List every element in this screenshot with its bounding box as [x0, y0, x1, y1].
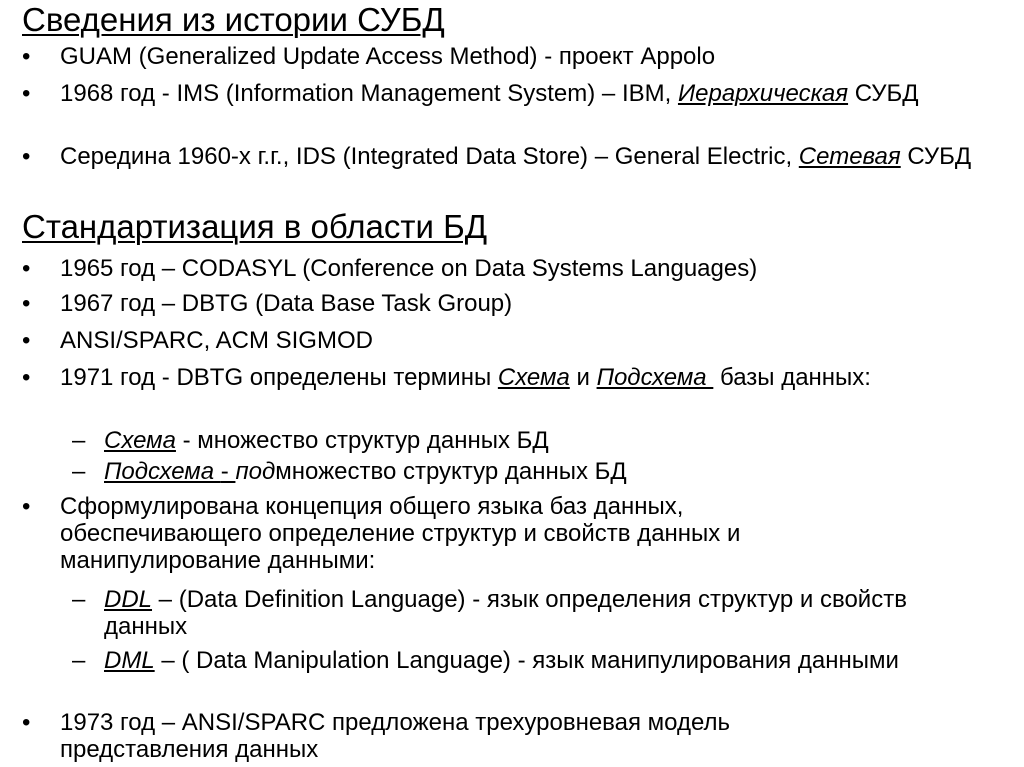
dash-marker: – [72, 586, 86, 613]
dash-marker: – [72, 647, 86, 674]
bullet-marker: • [22, 327, 31, 354]
standards-heading: Стандартизация в области БД [22, 208, 488, 245]
ddl-definition: – (Data Definition Language) - язык определения структур и свойств данных [104, 586, 907, 640]
standard-item-codasyl: 1965 год – CODASYL (Conference on Data Systems Languages) [60, 255, 758, 282]
term-network: Сетевая [798, 143, 901, 170]
ims-text: 1968 год - IMS (Information Management System) – IBM, [60, 80, 678, 107]
subschema-prefix: под [235, 458, 276, 485]
term-subschema-def: Подсхема [104, 458, 221, 485]
term-schema-def: Схема [104, 427, 176, 454]
sub-item-subschema [104, 458, 1014, 485]
bullet-marker: • [22, 143, 31, 170]
dml-definition: – ( Data Manipulation Language) - язык манипулирования данными [154, 647, 899, 674]
term-schema: Схема [497, 364, 570, 391]
dbtg-1971-suffix: базы данных: [713, 364, 871, 391]
standard-item-dbtg: 1967 год – DBTG (Data Base Task Group) [60, 290, 513, 317]
standard-item-1973: 1973 год – ANSI/SPARC предложена трехуровневая модель представления данных [60, 709, 731, 763]
dbtg-1971-and: и [569, 364, 597, 391]
term-ddl: DDL [104, 586, 153, 613]
term-hierarchical: Иерархическая [677, 80, 849, 107]
term-dml: DML [104, 647, 155, 674]
bullet-marker: • [22, 255, 31, 282]
subschema-hyphen: - [220, 458, 236, 485]
history-item-ids [60, 143, 1015, 170]
standard-item-ansi: ANSI/SPARC, ACM SIGMOD [60, 327, 373, 354]
history-item-ims [60, 80, 1015, 107]
bullet-marker: • [22, 709, 31, 736]
dbtg-1971-text: 1971 год - DBTG определены термины [60, 364, 498, 391]
schema-definition: - множество структур данных БД [175, 427, 549, 454]
subschema-definition: множество структур данных БД [275, 458, 627, 485]
history-heading: Сведения из истории СУБД [22, 1, 445, 38]
bullet-marker: • [22, 80, 31, 107]
bullet-marker: • [22, 290, 31, 317]
sub-item-dml [104, 647, 944, 674]
sub-item-schema [104, 427, 1014, 454]
history-item-guam: GUAM (Generalized Update Access Method) - проект Appolo [60, 43, 716, 70]
term-subschema: Подсхема [596, 364, 714, 391]
bullet-marker: • [22, 493, 31, 520]
ids-text: Середина 1960-х г.г., IDS (Integrated Data Store) – General Electric, [60, 143, 799, 170]
sub-item-ddl [104, 586, 964, 640]
dash-marker: – [72, 458, 86, 485]
bullet-marker: • [22, 364, 31, 391]
standard-item-1971 [60, 364, 1015, 391]
ims-suffix: СУБД [848, 80, 919, 107]
ids-suffix: СУБД [900, 143, 972, 170]
standard-item-concept: Сформулирована концепция общего языка баз данных, обеспечивающего определение структур и свойств данных и манипулирование данными: [60, 493, 741, 574]
bullet-marker: • [22, 43, 31, 70]
dash-marker: – [72, 427, 86, 454]
